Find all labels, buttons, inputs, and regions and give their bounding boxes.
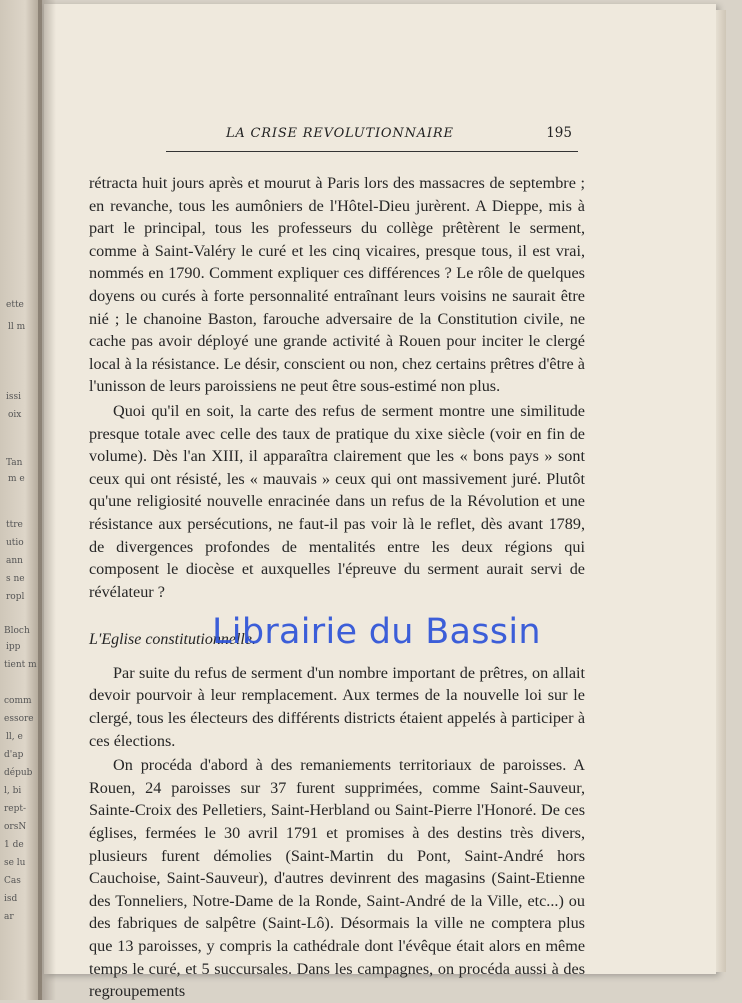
facing-page-fragment: dépub: [4, 768, 33, 778]
facing-page-fragment: s ne: [6, 574, 25, 584]
facing-page-fragment: tient m: [4, 660, 37, 670]
body-text: [89, 172, 585, 1003]
spine-shadow: [38, 0, 56, 1000]
facing-page-fragment: l, bi: [4, 786, 22, 796]
chapter-title: LA CRISE REVOLUTIONNAIRE: [226, 126, 454, 141]
facing-page-fragment: d'ap: [4, 750, 24, 760]
facing-page-fragment: Tan: [6, 458, 23, 468]
page-number: 195: [546, 125, 572, 141]
facing-page-fragment: ll m: [8, 322, 26, 332]
running-head: [166, 123, 578, 152]
paragraph: Par suite du refus de serment d'un nombre important de prêtres, on allait devoir pourvoir à leur remplacement. Aux termes de la nouvelle loi sur le clergé, tous les électeurs des différents districts étaient appelés à participer à ces élections.: [89, 663, 585, 750]
facing-page: [0, 0, 42, 1000]
facing-page-fragment: oix: [8, 410, 22, 420]
facing-page-fragment: orsN: [4, 822, 27, 832]
facing-page-fragment: issi: [6, 392, 21, 402]
facing-page-fragment: se lu: [4, 858, 26, 868]
facing-page-fragment: ropl: [6, 592, 25, 602]
facing-page-fragment: ipp: [6, 642, 21, 652]
facing-page-fragment: ll, e: [6, 732, 23, 742]
page-edge: [716, 10, 726, 972]
facing-page-fragment: ette: [6, 300, 24, 310]
facing-page-fragment: ann: [6, 556, 23, 566]
facing-page-fragment: comm: [4, 696, 32, 706]
facing-page-fragment: isd: [4, 894, 18, 904]
facing-page-fragment: ttre: [6, 520, 23, 530]
facing-page-fragment: m e: [8, 474, 25, 484]
facing-page-fragment: Bloch: [4, 626, 30, 636]
facing-page-fragment: 1 de: [4, 840, 24, 850]
watermark: Librairie du Bassin: [212, 612, 541, 652]
paragraph: On procéda d'abord à des remaniements territoriaux de paroisses. A Rouen, 24 paroisses sur 37 furent supprimées, comme Saint-Sauveur, Sainte-Croix des Pelletiers, Saint-Herbland ou Saint-Pierre l'Honoré. De ces églises, fermées le 30 avril 1791 et promises à des destins très divers, plusieurs furent démolies (Saint-Martin du Pont, Saint-André hors Cauchoise, Saint-Sauveur), d'autres devinrent des magasins (Saint-Etienne des Tonneliers, Notre-Dame de la Ronde, Saint-André de la Ville, etc...) ou des fabriques de salpêtre (Saint-Lô). Désormais la ville ne comptera plus que 13 paroisses, y compris la cathédrale dont l'évêque était alors en même temps le curé, et 5 succursales. Dans les campagnes, on procéda aussi à des regroupements: [89, 756, 585, 1001]
paragraph: Quoi qu'il en soit, la carte des refus de serment montre une similitude presque totale avec celle des taux de pratique du xixe siècle (voir en fin de volume). Dès l'an XIII, il apparaîtra clairement que les « bons pays » sont ceux qui ont résisté, les « mauvais » ceux qui ont massivement juré. Plutôt qu'une religiosité nouvelle enracinée dans un refus de la Révolution et une résistance aux persécutions, ne faut-il pas voir là le reflet, dès avant 1789, de divergences profondes de mentalités entre les deux régions qui composent le diocèse et auxquelles l'épreuve du serment aurait servi de révélateur ?: [89, 401, 585, 601]
facing-page-fragment: utio: [6, 538, 24, 548]
paragraph: rétracta huit jours après et mourut à Paris lors des massacres de septembre ; en revanche, tous les aumôniers de l'Hôtel-Dieu jurèrent. A Dieppe, mis à part le principal, tous les professeurs du collège prêtèrent le serment, comme à Saint-Valéry le curé et les cinq vicaires, presque tous, il est vrai, nommés en 1790. Comment expliquer ces différences ? Le rôle de quelques doyens ou curés à forte personnalité entraînant leurs voisins ne saurait être nié ; le chanoine Baston, farouche adversaire de la Constitution civile, ne cache pas avoir déployé une grande activité à Rouen pour inciter le clergé local à la résistance. Le désir, conscient ou non, chez certains prêtres d'être à l'unisson de leurs paroissiens ne peut être sous-estimé non plus.: [89, 174, 585, 396]
facing-page-fragment: rept-: [4, 804, 27, 814]
facing-page-fragment: essore: [4, 714, 34, 724]
facing-page-fragment: Cas: [4, 876, 21, 886]
facing-page-fragment: ar: [4, 912, 14, 922]
section-heading: L'Eglise constitutionnelle.: [89, 631, 256, 649]
